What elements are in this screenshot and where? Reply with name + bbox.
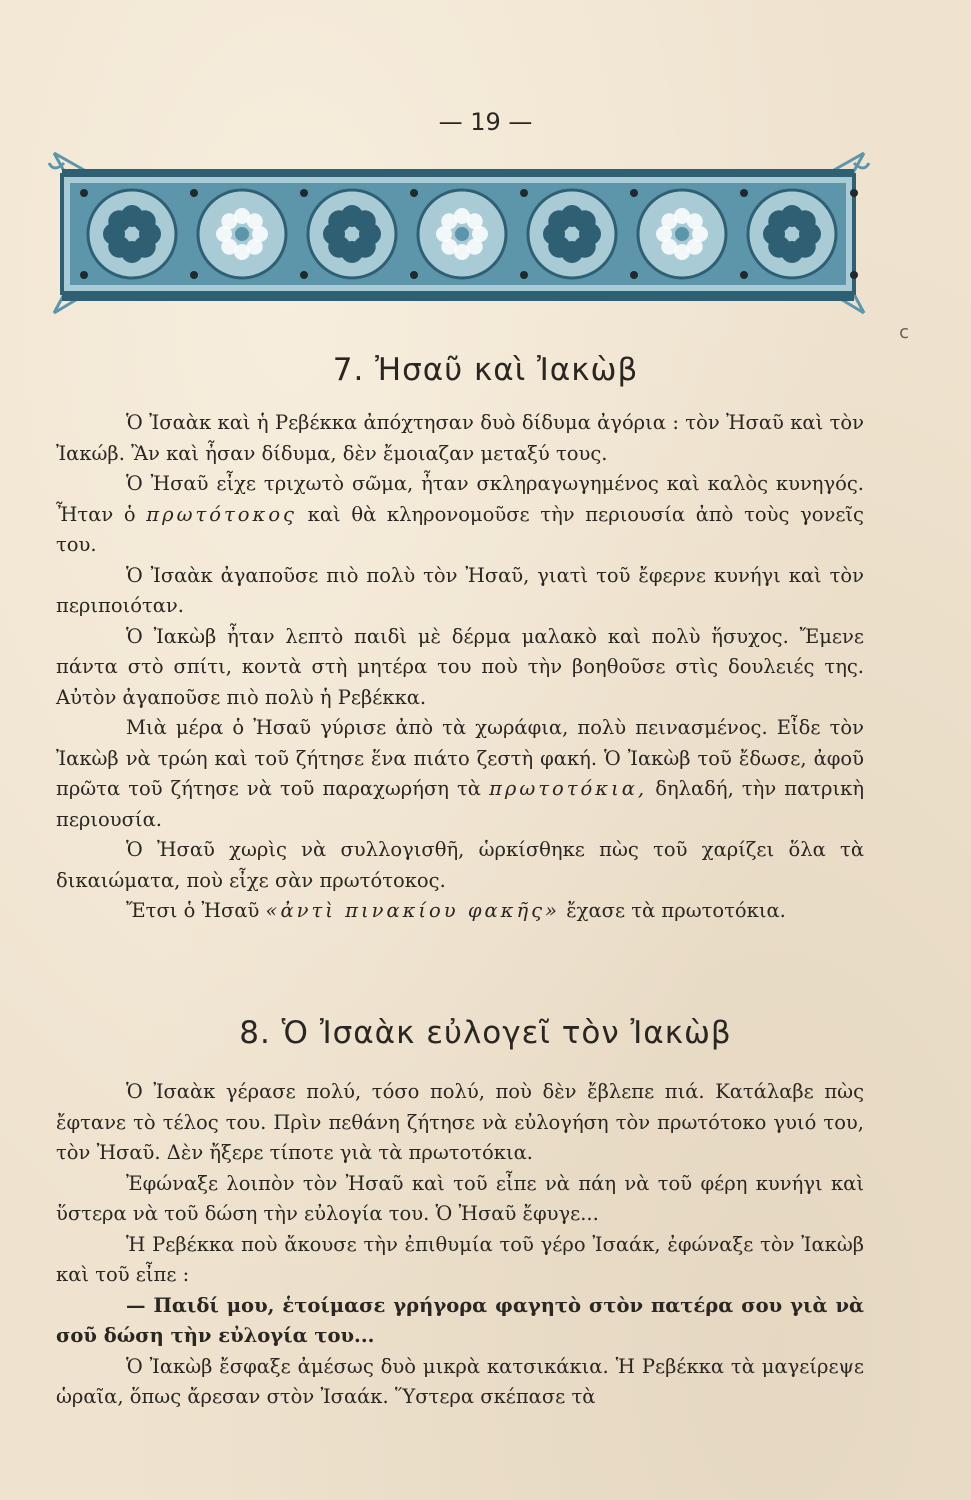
paragraph: Ὁ Ἰσαὰκ ἀγαποῦσε πιὸ πολὺ τὸν Ἠσαῦ, γιατὶ τοῦ ἔφερνε κυνήγι καὶ τὸν περιποιόταν. bbox=[56, 563, 864, 617]
dot-icon bbox=[190, 271, 198, 279]
rosette-icon bbox=[308, 190, 396, 278]
flower-border-ornament bbox=[44, 145, 874, 320]
dot-icon bbox=[300, 189, 308, 197]
dot-icon bbox=[850, 271, 858, 279]
text-run: καὶ θὰ κληρονομοῦσε τὴν περιουσία ἀπὸ τοὺς γονεῖς του. bbox=[56, 502, 864, 556]
text-run: Μιὰ μέρα ὁ Ἠσαῦ γύρισε ἀπὸ τὰ χωράφια, πολὺ πεινασμένος. Εἶδε τὸν Ἰακὼβ νὰ τρώη καὶ τοῦ ζήτησε ἕνα πιάτο ζεστὴ φακή. Ὁ Ἰακὼβ τοῦ ἔδωσε, ἀφοῦ πρῶτα τοῦ ζήτησε νὰ τοῦ παραχωρήση τὰ bbox=[56, 716, 864, 800]
dot-icon bbox=[520, 271, 528, 279]
dot-icon bbox=[630, 271, 638, 279]
paragraph bbox=[56, 713, 864, 835]
paragraph: Ἡ Ρεβέκκα ποὺ ἄκουσε τὴν ἐπιθυμία τοῦ γέρο Ἰσαάκ, ἐφώναξε τὸν Ἰακὼβ καὶ τοῦ εἶπε : bbox=[56, 1232, 864, 1286]
dot-icon bbox=[410, 271, 418, 279]
margin-mark: c bbox=[899, 322, 909, 343]
dot-icon bbox=[630, 189, 638, 197]
dot-icon bbox=[300, 271, 308, 279]
paragraph: Ὁ Ἠσαῦ χωρὶς νὰ συλλογισθῆ, ὡρκίσθηκε πὼς τοῦ χαρίζει ὅλα τὰ δικαιώματα, ποὺ εἶχε σὰν πρωτότοκος. bbox=[56, 838, 864, 892]
cross-flower-icon bbox=[638, 190, 726, 278]
emphasized-word: πρωτότοκος bbox=[146, 502, 297, 526]
dialogue-line: — Παιδί μου, ἑτοίμασε γρήγορα φαγητὸ στὸν πατέρα σου γιὰ νὰ σοῦ δώση τὴν εὐλογία του... bbox=[56, 1293, 864, 1347]
emphasized-word: πρωτοτόκια, bbox=[489, 777, 648, 800]
rosette-icon bbox=[748, 190, 836, 278]
paragraph: Ὁ Ἰακὼβ ἔσφαξε ἀμέσως δυὸ μικρὰ κατσικάκια. Ἡ Ρεβέκκα τὰ μαγείρεψε ὡραῖα, ὅπως ἄρεσαν στὸν Ἰσαάκ. Ὕστερα σκέπασε τὰ bbox=[56, 1354, 864, 1408]
text-run: δηλαδή, τὴν πατρικὴ περιουσία. bbox=[56, 777, 865, 831]
dot-icon bbox=[740, 189, 748, 197]
paragraph: Ἐφώναξε λοιπὸν τὸν Ἠσαῦ καὶ τοῦ εἶπε νὰ πάη νὰ τοῦ φέρη κυνήγι καὶ ὕστερα νὰ τοῦ δώση τὴν εὐλογία του. Ὁ Ἠσαῦ ἔφυγε... bbox=[56, 1171, 864, 1225]
dot-icon bbox=[520, 189, 528, 197]
paragraph: Ὁ Ἰσαὰκ καὶ ἡ Ρεβέκκα ἀπόχτησαν δυὸ δίδυμα ἀγόρια : τὸν Ἠσαῦ καὶ τὸν Ἰακώβ. Ἂν καὶ ἦσαν δίδυμα, δὲν ἔμοιαζαν μεταξύ τους. bbox=[56, 411, 864, 465]
section-7-body bbox=[56, 408, 864, 927]
section-8-body bbox=[56, 1077, 864, 1413]
text-run: ἔχασε τὰ πρωτοτόκια. bbox=[566, 899, 786, 922]
paragraph bbox=[56, 469, 864, 561]
dot-icon bbox=[740, 271, 748, 279]
page-number: — 19 — bbox=[438, 108, 533, 136]
dot-icon bbox=[410, 189, 418, 197]
section-title: 8. Ὁ Ἰσαὰκ εὐλογεῖ τὸν Ἰακὼβ bbox=[239, 1015, 732, 1051]
dot-icon bbox=[850, 189, 858, 197]
section-title: 7. Ἠσαῦ καὶ Ἰακὼβ bbox=[332, 352, 639, 388]
dot-icon bbox=[190, 189, 198, 197]
dot-icon bbox=[80, 189, 88, 197]
emphasized-phrase: «ἀντὶ πινακίου φακῆς» bbox=[265, 899, 560, 922]
cross-flower-icon bbox=[198, 190, 286, 278]
rosette-icon bbox=[528, 190, 616, 278]
paragraph: Ὁ Ἰσαὰκ γέρασε πολύ, τόσο πολύ, ποὺ δὲν ἔβλεπε πιά. Κατάλαβε πὼς ἔφτανε τὸ τέλος του. Πρὶν πεθάνη ζήτησε νὰ εὐλογήση τὸν πρωτότοκο γυιό του, τὸν Ἠσαῦ. Δὲν ἤξερε τίποτε γιὰ τὰ πρωτοτόκια. bbox=[56, 1080, 864, 1164]
paragraph bbox=[56, 896, 864, 927]
cross-flower-icon bbox=[418, 190, 506, 278]
paragraph: Ὁ Ἰακὼβ ἦταν λεπτὸ παιδὶ μὲ δέρμα μαλακὸ καὶ πολὺ ἥσυχος. Ἔμενε πάντα στὸ σπίτι, κοντὰ στὴ μητέρα του ποὺ τὴν βοηθοῦσε στὶς δουλειές της. Αὐτὸν ἀγαποῦσε πιὸ πολὺ ἡ Ρεβέκκα. bbox=[56, 624, 864, 709]
text-run: Ὁ Ἠσαῦ εἶχε τριχωτὸ σῶμα, ἦταν σκληραγωγημένος καὶ καλὸς κυνηγός. Ἦταν ὁ bbox=[56, 472, 864, 526]
dot-icon bbox=[80, 271, 88, 279]
rosette-icon bbox=[88, 190, 176, 278]
text-run: Ἔτσι ὁ Ἠσαῦ bbox=[126, 899, 260, 922]
